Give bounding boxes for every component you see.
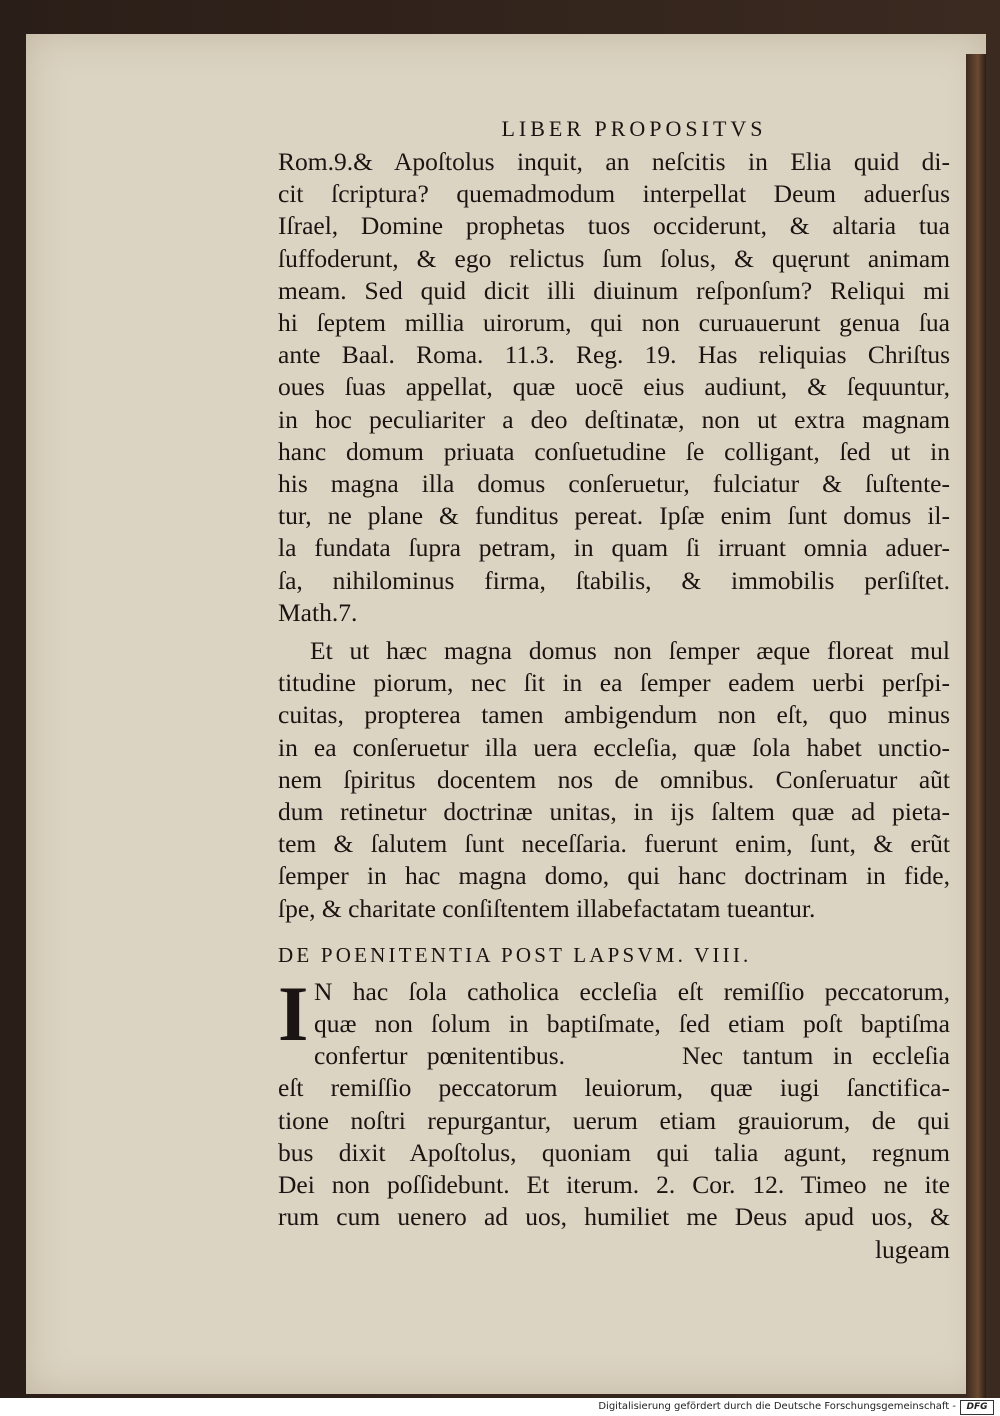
text-line: eſt remiſſio peccatorum leuiorum, quæ iugi ſanctifica- <box>278 1073 950 1103</box>
text-line: tem & ſalutem ſunt neceſſaria. fuerunt enim, ſunt, & erũt <box>278 829 950 859</box>
catchword: lugeam <box>874 1234 950 1264</box>
text-line: N hac ſola catholica eccleſia eſt remiſſio peccatorum, <box>314 976 950 1006</box>
paragraph-1 <box>278 146 950 629</box>
text-line: cit ſcriptura? quemadmodum interpellat Deum aduerſus <box>278 179 950 209</box>
footer-credit: Digitalisierung gefördert durch die Deutsche Forschungsgemeinschaft - <box>598 1401 956 1412</box>
text-line: bus dixit Apoſtolus, quoniam qui talia agunt, regnum <box>278 1137 950 1167</box>
section-heading: DE POENITENTIA POST LAPSVM. VIII. <box>278 942 752 967</box>
paragraph-3 <box>278 969 950 1266</box>
text-line: hanc domum priuata conſuetudine ſe colligant, ſed ut in <box>278 436 950 466</box>
text-line: dum retinetur doctrinæ unitas, in ijs ſaltem quæ ad pieta- <box>278 797 950 827</box>
text-line: Dei non poſſidebunt. Et iterum. 2. Cor. 12. Timeo ne ite <box>278 1170 950 1200</box>
text-line: in ea conſeruetur illa uera eccleſia, quæ ſola habet unctio- <box>278 732 950 762</box>
text-line: Math.7. <box>278 597 358 627</box>
text-line: ſpe, & charitate conſiſtentem illabefactatam tueantur. <box>278 893 816 923</box>
page-edge <box>966 54 986 1404</box>
text-line: titudine piorum, nec ſit in ea ſemper eadem uerbi perſpi- <box>278 668 950 698</box>
text-line: tur, ne plane & funditus pereat. Ipſæ enim ſunt domus il- <box>278 501 950 531</box>
text-line: la fundata ſupra petram, in quam ſi irruant omnia aduer- <box>278 533 950 563</box>
text-line: quæ non ſolum in baptiſmate, ſed etiam poſt baptiſma <box>314 1009 950 1039</box>
text-line: confertur pœnitentibus. Nec tantum in eccleſia <box>314 1041 950 1071</box>
text-line: ſa, nihilominus firma, ſtabilis, & immobilis perſiſtet. <box>278 565 950 595</box>
text-line: Et ut hæc magna domus non ſemper æque floreat mul <box>310 636 950 666</box>
text-line: ante Baal. Roma. 11.3. Reg. 19. Has reliquias Chriſtus <box>278 340 950 370</box>
text-line: oues ſuas appellat, quæ uocē eius audiunt, & ſequuntur, <box>278 372 950 402</box>
text-line: meam. Sed quid dicit illi diuinum reſponſum? Reliqui mi <box>278 275 950 305</box>
text-line: ſemper in hac magna domo, qui hanc doctrinam in fide, <box>278 861 950 891</box>
running-head: LIBER PROPOSITVS <box>501 116 767 141</box>
footer-bar <box>0 1398 1000 1416</box>
drop-cap: I <box>278 969 309 1057</box>
paragraph-2 <box>278 635 950 925</box>
text-line: cuitas, propterea tamen ambigendum non eſt, quo minus <box>278 700 950 730</box>
text-line: in hoc peculiariter a deo deſtinatæ, non ut extra magnam <box>278 404 950 434</box>
text-line: his magna illa domus conſeruetur, fulciatur & ſuſtente- <box>278 469 950 499</box>
text-line: rum cum uenero ad uos, humiliet me Deus apud uos, & <box>278 1202 950 1232</box>
text-line: Rom.9.& Apoſtolus inquit, an neſcitis in Elia quid di- <box>278 147 950 176</box>
dfg-logo: DFG <box>960 1400 994 1415</box>
text-block <box>278 116 950 1266</box>
text-line: Iſrael, Domine prophetas tuos occiderunt, & altaria tua <box>278 211 950 241</box>
text-line: ſuffoderunt, & ego relictus ſum ſolus, & quęrunt animam <box>278 243 950 273</box>
text-line: nem ſpiritus docentem nos de omnibus. Conſeruatur aũt <box>278 764 950 794</box>
text-line: hi ſeptem millia uirorum, qui non curuauerunt genua ſua <box>278 308 950 338</box>
text-line: tione noſtri repurgantur, uerum etiam grauiorum, de qui <box>278 1105 950 1135</box>
